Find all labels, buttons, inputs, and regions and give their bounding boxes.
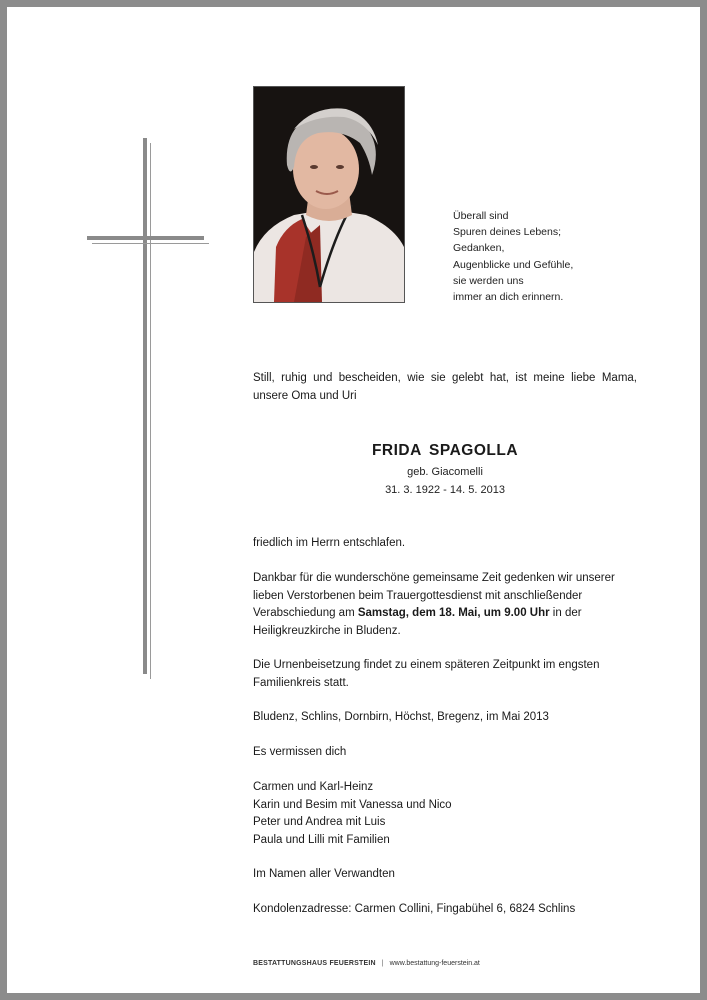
condolence-address: Kondolenzadresse: Carmen Collini, Fingabühel 6, 6824 Schlins: [253, 903, 576, 915]
deceased-name: FRIDA SPAGOLLA: [371, 442, 519, 459]
passed-text: friedlich im Herrn entschlafen.: [253, 537, 406, 549]
mourner-line: Carmen und Karl-Heinz: [253, 781, 374, 793]
place-date: Bludenz, Schlins, Dornbirn, Höchst, Bregenz, im Mai 2013: [253, 711, 549, 723]
poem-line: Spuren deines Lebens;: [453, 226, 561, 239]
intro-text: Still, ruhig und bescheiden, wie sie gelebt hat, ist meine liebe Mama, unsere Oma und Uri: [253, 372, 637, 402]
poem-line: Gedanken,: [453, 242, 505, 255]
footer-company: BESTATTUNGSHAUS FEUERSTEIN: [253, 960, 376, 967]
footer-website[interactable]: www.bestattung-feuerstein.at: [389, 960, 480, 967]
poem-line: Augenblicke und Gefühle,: [453, 258, 574, 271]
relatives-text: Im Namen aller Verwandten: [253, 868, 395, 880]
poem-line: sie werden uns: [453, 274, 524, 287]
mourner-line: Karin und Besim mit Vanessa und Nico: [253, 798, 452, 811]
footer-separator: |: [381, 960, 384, 967]
memorial-poem: [453, 208, 653, 305]
footer: [253, 960, 480, 967]
portrait-photo: [253, 86, 405, 303]
mourner-line: Paula und Lilli mit Familien: [253, 833, 390, 846]
urn-text: Die Urnenbeisetzung findet zu einem späteren Zeitpunkt im engsten Familienkreis statt.: [253, 659, 600, 689]
funeral-date-time: Samstag, dem 18. Mai, um 9.00 Uhr: [357, 607, 550, 619]
funeral-text-after: in der Heiligkreuzkirche in Bludenz.: [253, 607, 582, 637]
life-dates: 31. 3. 1922 - 14. 5. 2013: [385, 484, 505, 496]
missed-by: Es vermissen dich: [253, 746, 347, 758]
mourner-line: Peter und Andrea mit Luis: [253, 816, 386, 828]
poem-line: Überall sind: [453, 210, 509, 222]
poem-line: immer an dich erinnern.: [453, 291, 564, 304]
birth-name: geb. Giacomelli: [407, 466, 483, 478]
funeral-text-before: Dankbar für die wunderschöne gemeinsame Zeit gedenken wir unserer lieben Verstorbenen beim Trauergottesdienst mit anschließender Verabschiedung am: [253, 572, 615, 619]
funeral-text: [253, 570, 637, 640]
mourners-list: [253, 779, 637, 849]
